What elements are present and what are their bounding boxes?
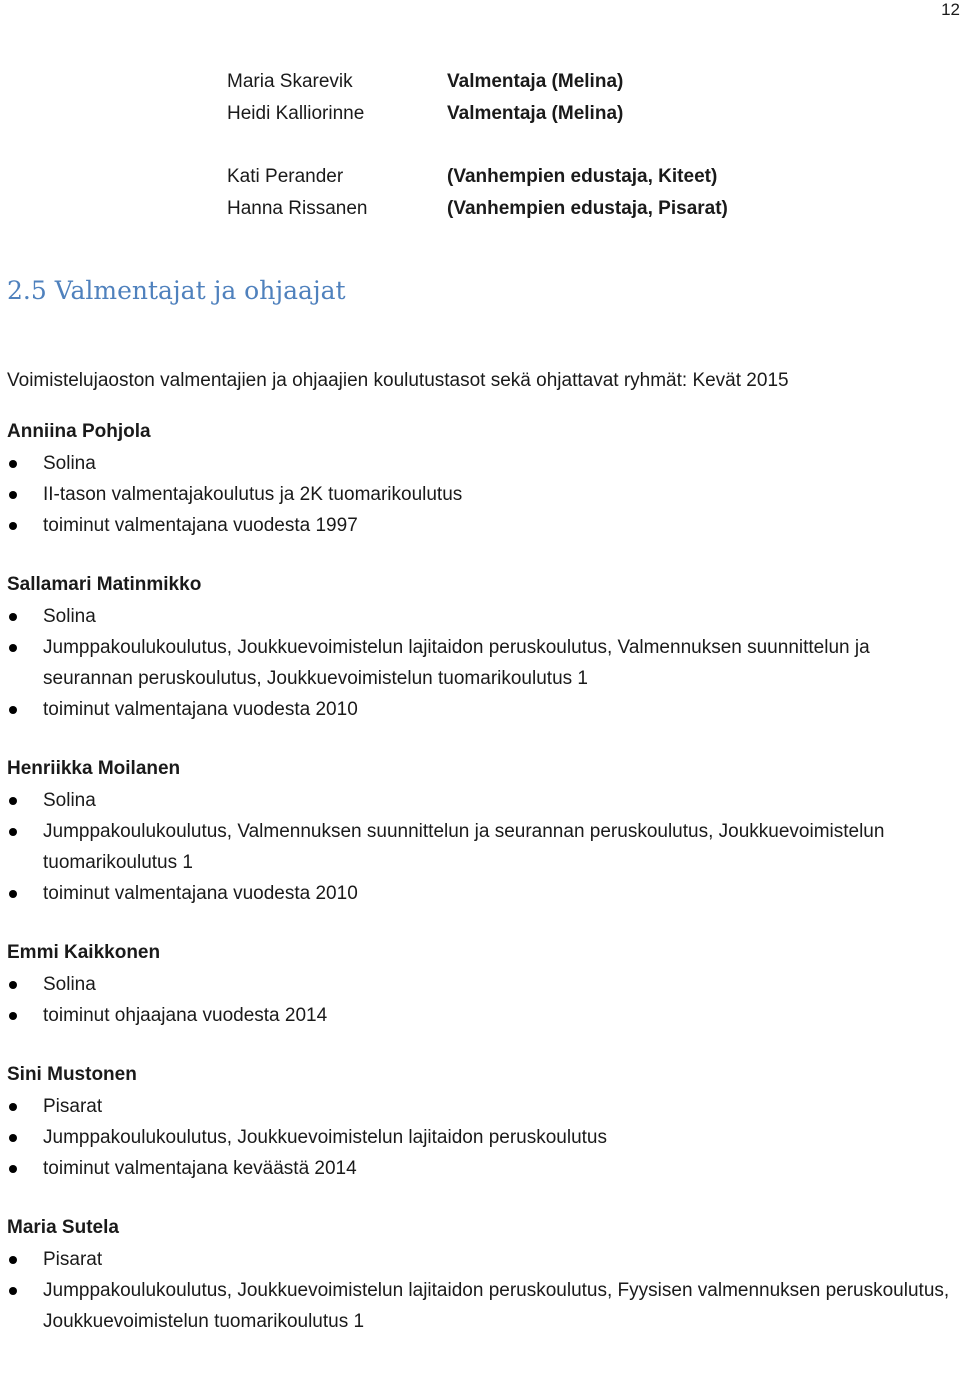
roster-name: Heidi Kalliorinne xyxy=(227,103,365,124)
person-details xyxy=(7,448,960,541)
person-entry xyxy=(7,753,960,909)
section-intro: Voimistelujaoston valmentajien ja ohjaajien koulutustasot sekä ohjattavat ryhmät: Kevät 2015 xyxy=(7,370,789,391)
list-item: toiminut ohjaajana vuodesta 2014 xyxy=(7,1000,960,1031)
roster-role: Valmentaja (Melina) xyxy=(447,103,624,124)
roster-gap xyxy=(227,130,728,161)
person-details xyxy=(7,785,960,909)
person-details xyxy=(7,601,960,725)
list-item: Solina xyxy=(7,601,960,632)
roster-row xyxy=(227,193,728,225)
roster-name: Hanna Rissanen xyxy=(227,198,368,219)
page-number: 12 xyxy=(941,0,960,19)
person-entry xyxy=(7,569,960,725)
list-item: Pisarat xyxy=(7,1244,960,1275)
list-item: toiminut valmentajana vuodesta 1997 xyxy=(7,510,960,541)
list-item: Jumppakoulukoulutus, Joukkuevoimistelun lajitaidon peruskoulutus xyxy=(7,1122,960,1153)
person-name: Henriikka Moilanen xyxy=(7,758,181,779)
list-item: toiminut valmentajana vuodesta 2010 xyxy=(7,694,960,725)
person-entry xyxy=(7,1059,960,1184)
person-name: Sallamari Matinmikko xyxy=(7,574,202,595)
person-details xyxy=(7,969,960,1031)
person-name: Sini Mustonen xyxy=(7,1064,137,1085)
roster-name: Maria Skarevik xyxy=(227,71,353,92)
list-item: II-tason valmentajakoulutus ja 2K tuomarikoulutus xyxy=(7,479,960,510)
list-item: Solina xyxy=(7,448,960,479)
roster-role: (Vanhempien edustaja, Pisarat) xyxy=(447,198,728,219)
list-item: Jumppakoulukoulutus, Valmennuksen suunnittelun ja seurannan peruskoulutus, Joukkuevoimistelun tuomarikoulutus 1 xyxy=(7,816,960,878)
list-item: Jumppakoulukoulutus, Joukkuevoimistelun lajitaidon peruskoulutus, Valmennuksen suunnittelun ja seurannan peruskoulutus, Joukkuevoimistelun tuomarikoulutus 1 xyxy=(7,632,960,694)
roster-role: (Vanhempien edustaja, Kiteet) xyxy=(447,166,718,187)
person-details xyxy=(7,1091,960,1184)
person-entry xyxy=(7,937,960,1031)
list-item: toiminut valmentajana vuodesta 2010 xyxy=(7,878,960,909)
list-item: Solina xyxy=(7,785,960,816)
list-item: Pisarat xyxy=(7,1091,960,1122)
person-entry xyxy=(7,1212,960,1337)
roster-role: Valmentaja (Melina) xyxy=(447,71,624,92)
roster-row xyxy=(227,161,728,193)
list-item: toiminut valmentajana keväästä 2014 xyxy=(7,1153,960,1184)
person-name: Maria Sutela xyxy=(7,1217,119,1238)
section-heading: 2.5 Valmentajat ja ohjaajat xyxy=(7,276,346,305)
list-item: Solina xyxy=(7,969,960,1000)
person-entry xyxy=(7,416,960,541)
person-details xyxy=(7,1244,960,1337)
roster-row xyxy=(227,98,728,130)
roster-name: Kati Perander xyxy=(227,166,344,187)
person-name: Emmi Kaikkonen xyxy=(7,942,161,963)
roster xyxy=(227,66,728,225)
people-list xyxy=(7,416,960,1365)
list-item: Jumppakoulukoulutus, Joukkuevoimistelun lajitaidon peruskoulutus, Fyysisen valmennuksen peruskoulutus, Joukkuevoimistelun tuomarikoulutus 1 xyxy=(7,1275,960,1337)
person-name: Anniina Pohjola xyxy=(7,421,151,442)
roster-row xyxy=(227,66,728,98)
